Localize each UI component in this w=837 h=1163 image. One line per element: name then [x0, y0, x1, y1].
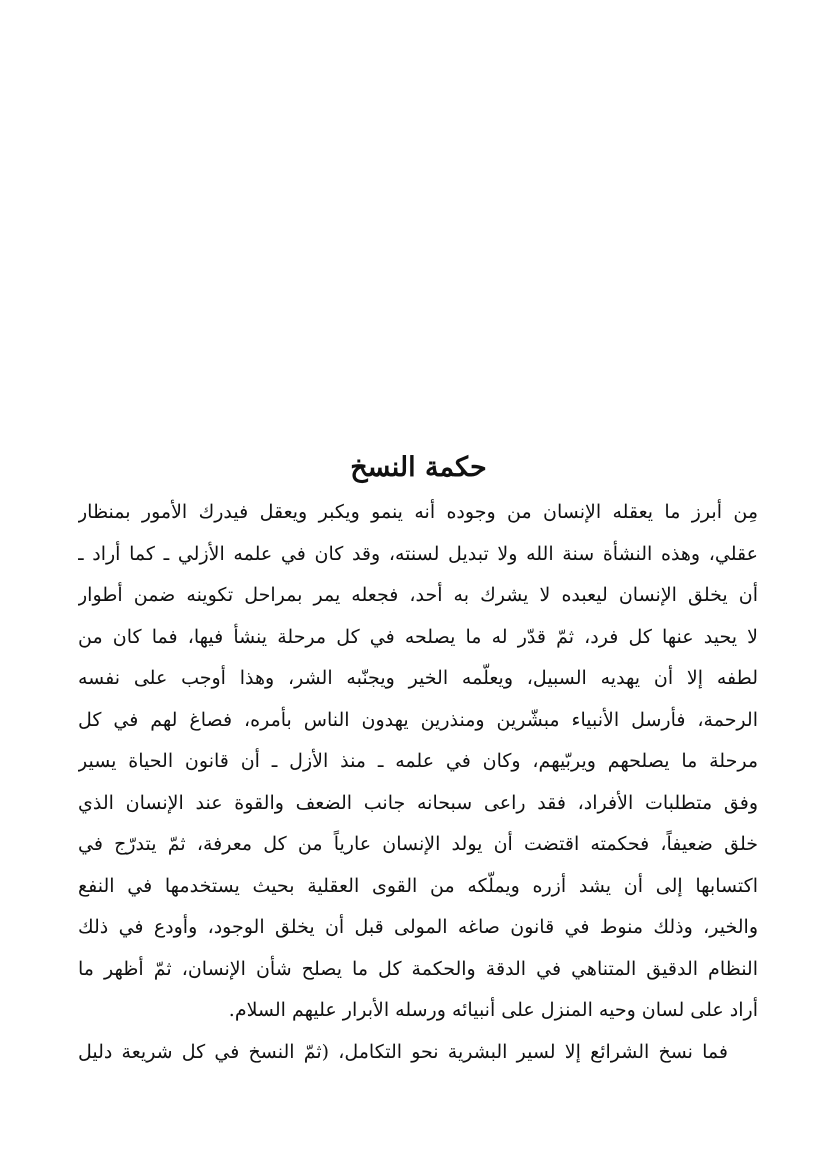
- text-line: اكتسابها إلى أن يشد أزره ويملّكه من القوى العقلية بحيث يستخدمها في النفع: [78, 874, 758, 897]
- text-line: الرحمة، فأرسل الأنبياء مبشّرين ومنذرين يهدون الناس بأمره، فصاغ لهم في كل: [78, 708, 758, 731]
- section-heading: حكمة النسخ: [350, 452, 487, 483]
- text-line: لطفه إلا أن يهديه السبيل، ويعلّمه الخير ويجنّبه الشر، وهذا أوجب على نفسه: [78, 667, 758, 689]
- text-line: مِن أبرز ما يعقله الإنسان من وجوده أنه ينمو ويكبر ويعقل فيدرك الأمور بمنظار: [78, 501, 758, 523]
- body-paragraph: [78, 492, 758, 1073]
- text-line: خلق ضعيفاً، فحكمته اقتضت أن يولد الإنسان عارياً من كل معرفة، ثمّ يتدرّج في: [78, 833, 758, 855]
- text-line: لا يحيد عنها كل فرد، ثمّ قدّر له ما يصلحه في كل مرحلة ينشأ فيها، فما كان من: [78, 625, 758, 648]
- text-line: فما نسخ الشرائع إلا لسير البشرية نحو التكامل، (ثمّ النسخ في كل شريعة دليل: [78, 1040, 728, 1063]
- text-line: وفق متطلبات الأفراد، فقد راعى سبحانه جانب الضعف والقوة عند الإنسان الذي: [78, 791, 758, 814]
- text-line: والخير، وذلك منوط في قانون صاغه المولى قبل أن يخلق الوجود، وأودع في ذلك: [78, 916, 758, 938]
- text-line: مرحلة ما يصلحهم ويربّيهم، وكان في علمه ـ منذ الأزل ـ أن قانون الحياة يسير: [78, 750, 758, 772]
- text-line: أراد على لسان وحيه المنزل على أنبيائه ورسله الأبرار عليهم السلام.: [228, 999, 758, 1021]
- text-line: النظام الدقيق المتناهي في الدقة والحكمة كل ما يصلح شأن الإنسان، ثمّ أظهر ما: [78, 957, 758, 980]
- text-line: عقلي، وهذه النشأة سنة الله ولا تبديل لسنته، وقد كان في علمه الأزلي ـ كما أراد ـ: [78, 542, 758, 565]
- text-line: أن يخلق الإنسان ليعبده لا يشرك به أحد، فجعله يمر بمراحل تكوينه ضمن أطوار: [78, 584, 758, 606]
